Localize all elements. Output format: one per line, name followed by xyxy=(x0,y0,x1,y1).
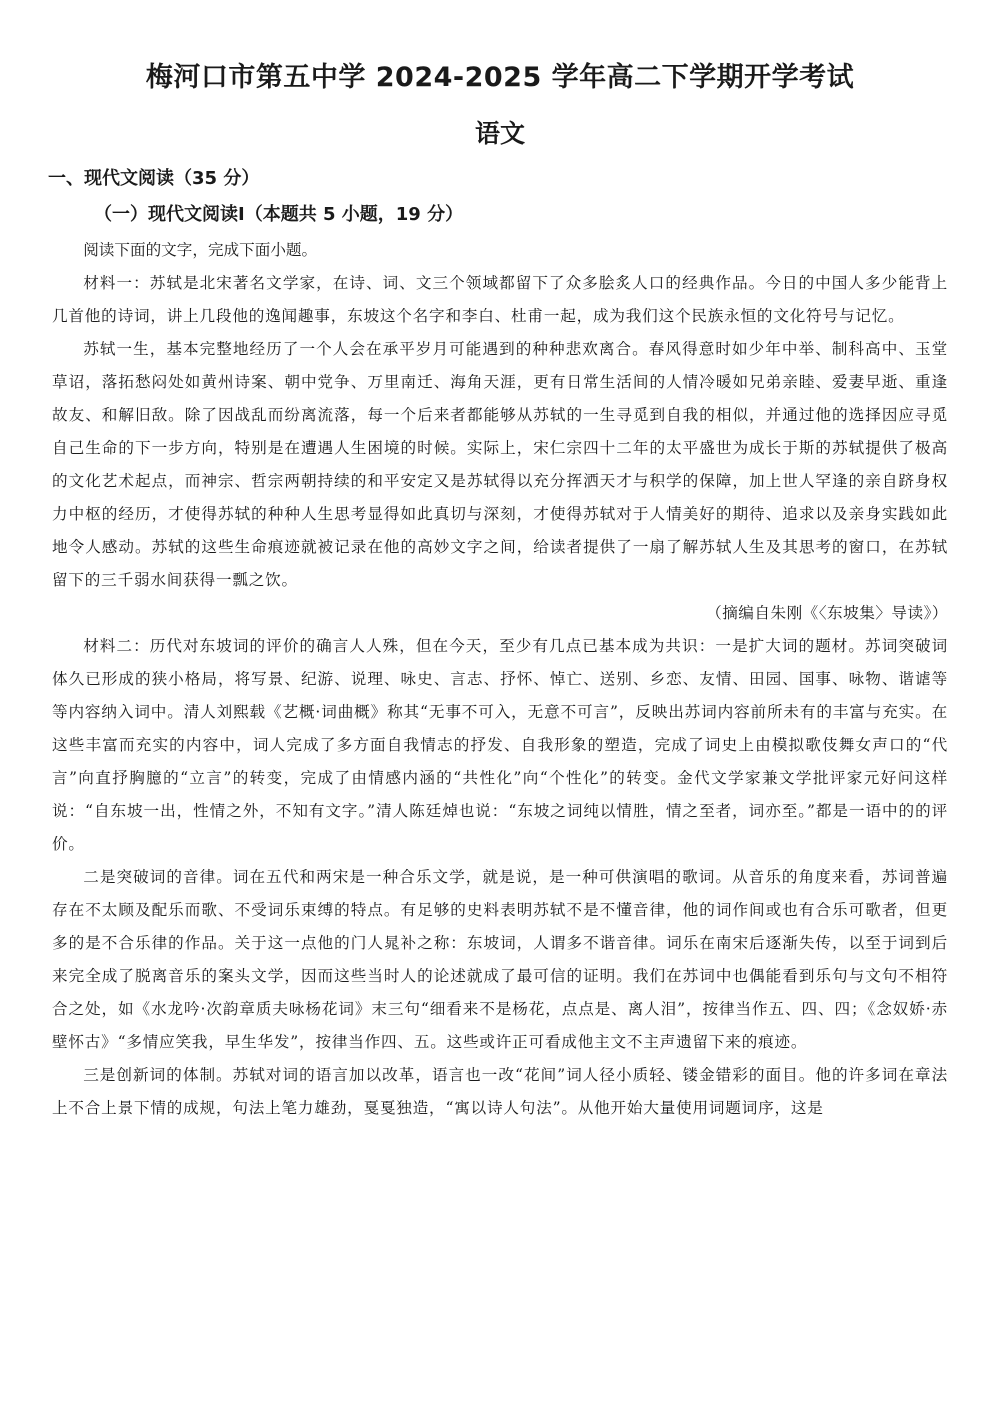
material2-paragraph-3: 三是创新词的体制。苏轼对词的语言加以改革，语言也一改“花间”词人径小质轻、镂金错彩的面目。他的许多词在章法上不合上景下情的成规，句法上笔力雄劲，戛戛独造，“寓以诗人句法”。从他开始大量使用词题词序，这是 xyxy=(52,1066,948,1117)
material1-source: （摘编自朱刚《〈东坡集〉导读》） xyxy=(706,604,948,622)
material2-paragraph-2: 二是突破词的音律。词在五代和两宋是一种合乐文学，就是说，是一种可供演唱的歌词。从音乐的角度来看，苏词普遍存在不太顾及配乐而歌、不受词乐束缚的特点。有足够的史料表明苏轼不是不懂音律，他的词作间或也有合乐可歌者，但更多的是不合乐律的作品。关于这一点他的门人晁补之称：东坡词，人谓多不谐音律。词乐在南宋后逐渐失传，以至于词到后来完全成了脱离音乐的案头文学，因而这些当时人的论述就成了最可信的证明。我们在苏词中也偶能看到乐句与文句不相符合之处，如《水龙吟·次韵章质夫咏杨花词》末三句“细看来不是杨花，点点是、离人泪”，按律当作五、四、四；《念奴娇·赤壁怀古》“多情应笑我，早生华发”，按律当作四、五。这些或许正可看成他主文不主声遗留下来的痕迹。 xyxy=(52,868,948,1051)
section-heading: 一、现代文阅读（35 分） xyxy=(48,168,260,189)
material1-paragraph-1: 材料一：苏轼是北宋著名文学家，在诗、词、文三个领域都留下了众多脍炙人口的经典作品。今日的中国人多少能背上几首他的诗词，讲上几段他的逸闻趣事，东坡这个名字和李白、杜甫一起，成为我们这个民族永恒的文化符号与记忆。 xyxy=(52,274,948,325)
material1-paragraph-2: 苏轼一生，基本完整地经历了一个人会在承平岁月可能遇到的种种悲欢离合。春风得意时如少年中举、制科高中、玉堂草诏，落拓愁闷处如黄州诗案、朝中党争、万里南迁、海角天涯，更有日常生活间的人情冷暖如兄弟亲睦、爱妻早逝、重逢故友、和解旧敌。除了因战乱而纷离流落，每一个后来者都能够从苏轼的一生寻觅到自我的相似，并通过他的选择因应寻觅自己生命的下一步方向，特别是在遭遇人生困境的时候。实际上，宋仁宗四十二年的太平盛世为成长于斯的苏轼提供了极高的文化艺术起点，而神宗、哲宗两朝持续的和平安定又是苏轼得以充分挥洒天才与积学的保障，加上世人罕逢的亲自跻身权力中枢的经历，才使得苏轼的种种人生思考显得如此真切与深刻，才使得苏轼对于人情美好的期待、追求以及亲身实践如此地令人感动。苏轼的这些生命痕迹就被记录在他的高妙文字之间，给读者提供了一扇了解苏轼人生及其思考的窗口，在苏轼留下的三千弱水间获得一瓢之饮。 xyxy=(52,340,948,589)
subsection-heading: （一）现代文阅读Ⅰ（本题共 5 小题，19 分） xyxy=(94,204,464,225)
exam-title: 梅河口市第五中学 2024-2025 学年高二下学期开学考试 xyxy=(145,62,855,93)
reading-instruction: 阅读下面的文字，完成下面小题。 xyxy=(83,241,318,259)
subject-title: 语文 xyxy=(474,119,525,148)
material2-paragraph-1: 材料二：历代对东坡词的评价的确言人人殊，但在今天，至少有几点已基本成为共识：一是扩大词的题材。苏词突破词体久已形成的狭小格局，将写景、纪游、说理、咏史、言志、抒怀、悼亡、送别、乡恋、友情、田园、国事、咏物、谐谑等等内容纳入词中。清人刘熙载《艺概·词曲概》称其“无事不可入，无意不可言”，反映出苏词内容前所未有的丰富与充实。在这些丰富而充实的内容中，词人完成了多方面自我情志的抒发、自我形象的塑造，完成了词史上由模拟歌伎舞女声口的“代言”向直抒胸臆的“立言”的转变，完成了由情感内涵的“共性化”向“个性化”的转变。金代文学家兼文学批评家元好问这样说：“自东坡一出，性情之外，不知有文字。”清人陈廷焯也说：“东坡之词纯以情胜，情之至者，词亦至。”都是一语中的的评价。 xyxy=(52,637,948,853)
